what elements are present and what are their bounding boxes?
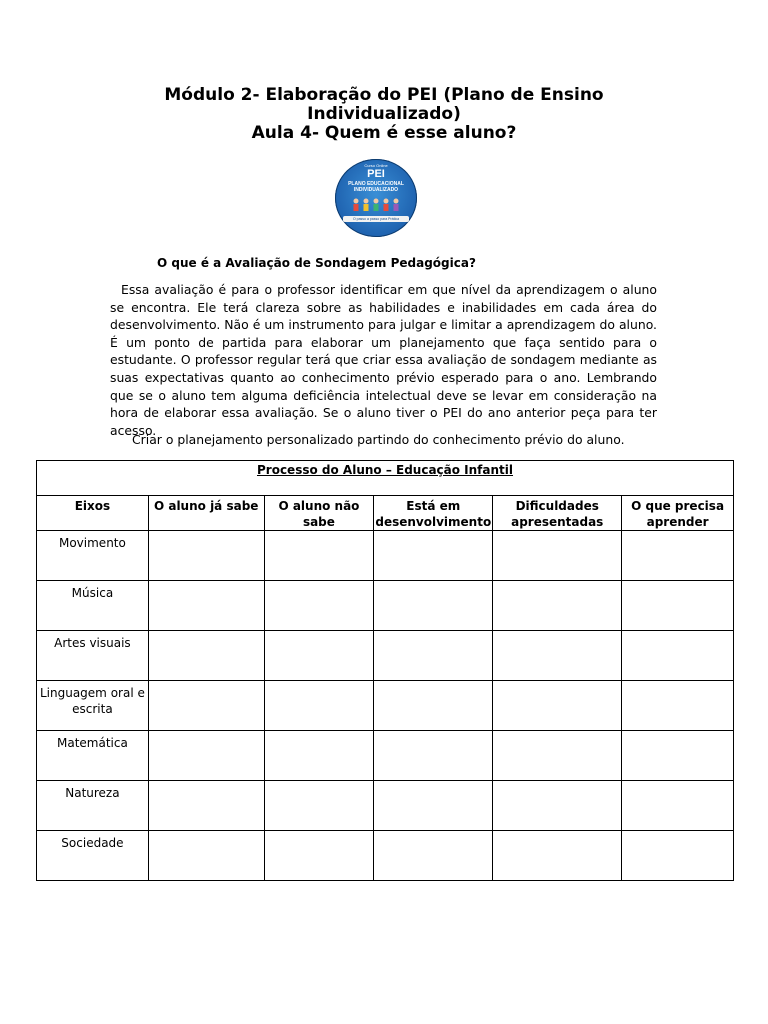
table-cell[interactable]	[264, 631, 374, 681]
logo-tagline: O passo a passo para Prática	[352, 217, 400, 221]
table-cell[interactable]	[264, 681, 374, 731]
logo-tagline-band	[343, 216, 409, 222]
logo-acronym: PEI	[367, 168, 385, 180]
children-illustration-icon	[349, 197, 403, 213]
table-cell[interactable]	[622, 631, 734, 681]
table-cell[interactable]	[264, 731, 374, 781]
table-cell[interactable]	[374, 831, 493, 881]
title-line-1: Módulo 2- Elaboração do PEI (Plano de Ensino	[164, 85, 604, 105]
planning-paragraph: Criar o planejamento personalizado partindo do conhecimento prévio do aluno.	[132, 432, 625, 447]
table-cell[interactable]	[622, 731, 734, 781]
table-row	[37, 781, 734, 831]
table-cell[interactable]	[264, 831, 374, 881]
table-cell[interactable]	[148, 531, 264, 581]
column-header: O aluno não sabe	[264, 496, 374, 531]
row-label: Matemática	[37, 731, 149, 781]
row-label: Movimento	[37, 531, 149, 581]
table-row	[37, 531, 734, 581]
table-caption	[37, 461, 734, 496]
table-cell[interactable]	[493, 781, 622, 831]
table-cell[interactable]	[493, 831, 622, 881]
table-cell[interactable]	[148, 681, 264, 731]
pei-logo	[335, 159, 417, 237]
table-cell[interactable]	[374, 681, 493, 731]
column-header: Está em desenvolvimento	[374, 496, 493, 531]
logo-top-text: Curso Online	[364, 163, 388, 168]
table-cell[interactable]	[264, 581, 374, 631]
table-cell[interactable]	[264, 531, 374, 581]
table-row	[37, 681, 734, 731]
table-cell[interactable]	[374, 731, 493, 781]
title-line-3: Aula 4- Quem é esse aluno?	[251, 123, 517, 143]
table-cell[interactable]	[374, 581, 493, 631]
table-cell[interactable]	[622, 831, 734, 881]
table-caption-row	[37, 461, 734, 496]
column-header: Dificuldades apresentadas	[493, 496, 622, 531]
row-label: Música	[37, 581, 149, 631]
table-cell[interactable]	[374, 781, 493, 831]
logo-subtitle-line-1: PLANO EDUCACIONAL	[348, 181, 404, 187]
row-label: Sociedade	[37, 831, 149, 881]
table-cell[interactable]	[622, 781, 734, 831]
table-row	[37, 731, 734, 781]
table-cell[interactable]	[622, 681, 734, 731]
table-cell[interactable]	[493, 581, 622, 631]
table-cell[interactable]	[493, 631, 622, 681]
column-header: O aluno já sabe	[148, 496, 264, 531]
table-cell[interactable]	[148, 781, 264, 831]
table-caption-text: Processo do Aluno – Educação Infantil	[256, 463, 514, 477]
table-cell[interactable]	[148, 731, 264, 781]
table-cell[interactable]	[622, 581, 734, 631]
table-header-row	[37, 496, 734, 531]
question-heading: O que é a Avaliação de Sondagem Pedagógica?	[157, 256, 476, 270]
table-cell[interactable]	[493, 681, 622, 731]
title-line-2: Individualizado)	[307, 104, 461, 124]
logo-subtitle-line-2: INDIVIDUALIZADO	[353, 187, 399, 193]
intro-paragraph: Essa avaliação é para o professor identificar em que nível da aprendizagem o aluno se encontra. Ele terá clareza sobre as habilidades e inabilidades em cada área do desenvolvimento. Não é um instrumento para julgar e limitar a aprendizagem do aluno. É um ponto de partida para elaborar um planejamento que faça sentido para o estudante. O professor regular terá que criar essa avaliação de sondagem mediante as suas expectativas quanto ao conhecimento prévio esperado para o ano. Lembrando que se o aluno tem alguma deficiência intelectual deve se levar em consideração na hora de elaborar essa avaliação. Se o aluno tiver o PEI do ano anterior peça para ter acesso.	[110, 282, 657, 438]
table-cell[interactable]	[374, 631, 493, 681]
column-header: Eixos	[37, 496, 149, 531]
table-row	[37, 581, 734, 631]
page-title	[100, 86, 668, 143]
logo-subtitle	[335, 181, 417, 193]
table-cell[interactable]	[374, 531, 493, 581]
column-header: O que precisa aprender	[622, 496, 734, 531]
student-process-table	[36, 460, 734, 881]
row-label: Linguagem oral e escrita	[37, 681, 149, 731]
table-row	[37, 831, 734, 881]
table-row	[37, 631, 734, 681]
table-cell[interactable]	[148, 631, 264, 681]
table-cell[interactable]	[493, 531, 622, 581]
table-cell[interactable]	[264, 781, 374, 831]
table-cell[interactable]	[622, 531, 734, 581]
table-cell[interactable]	[148, 581, 264, 631]
row-label: Artes visuais	[37, 631, 149, 681]
table-cell[interactable]	[493, 731, 622, 781]
row-label: Natureza	[37, 781, 149, 831]
table-cell[interactable]	[148, 831, 264, 881]
